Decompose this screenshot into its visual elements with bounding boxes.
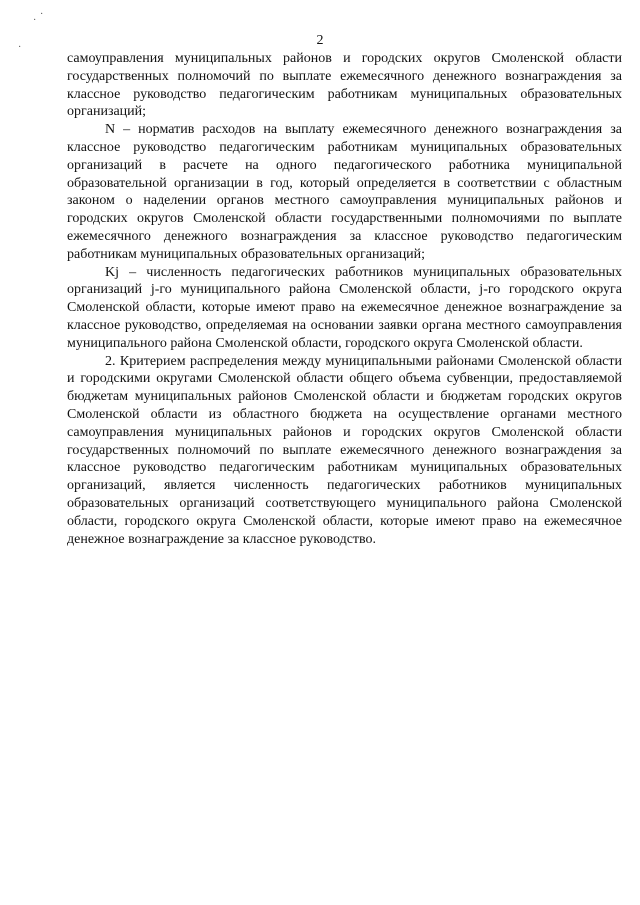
scan-speck: · xyxy=(40,9,44,20)
scan-speck: · xyxy=(18,42,22,53)
paragraph-continuation: самоуправления муниципальных районов и городских округов Смоленской области государственных полномочий по выплате ежемесячного денежного вознаграждения за классное руководство педагогическим работникам муниципальных образовательных организаций; xyxy=(67,51,622,120)
paragraph-kj-definition: Kj – численность педагогических работников муниципальных образовательных организаций j-го муниципального района Смоленской области, j-го городского округа Смоленской области, которые имеют право на ежемесячное денежное вознаграждение за классное руководство, определяемая на основании заявки органа местного самоуправления муниципального района Смоленской области, городского округа Смоленской области. xyxy=(67,264,622,351)
paragraph-norm-definition: N – норматив расходов на выплату ежемесячного денежного вознаграждения за классное руководство педагогическим работникам муниципальных образовательных организаций в расчете на одного педагогического работника муниципальной образовательной организации в год, который определяется в соответствии с областным законом о наделении органов местного самоуправления муниципальных районов и городских округов Смоленской области государственными полномочиями по выплате ежемесячного денежного вознаграждения за классное руководство педагогическим работникам муниципальных образовательных организаций; xyxy=(67,122,622,262)
document-body xyxy=(67,50,622,548)
scan-speck: · xyxy=(33,15,37,26)
paragraph-distribution-criterion: 2. Критерием распределения между муниципальными районами Смоленской области и городскими округами Смоленской области общего объема субвенции, предоставляемой бюджетам муниципальных районов Смоленской области и бюджетам городских округов Смоленской области из областного бюджета на осуществление органами местного самоуправления муниципальных районов и городских округов Смоленской области государственных полномочий по выплате ежемесячного денежного вознаграждения за классное руководство педагогическим работникам муниципальных образовательных организаций, является численность педагогических работников муниципальных образовательных организаций соответствующего муниципального района Смоленской области, городского округа Смоленской области, которые имеют право на ежемесячное денежное вознаграждение за классное руководство. xyxy=(67,353,622,547)
page-number: 2 xyxy=(316,33,324,48)
